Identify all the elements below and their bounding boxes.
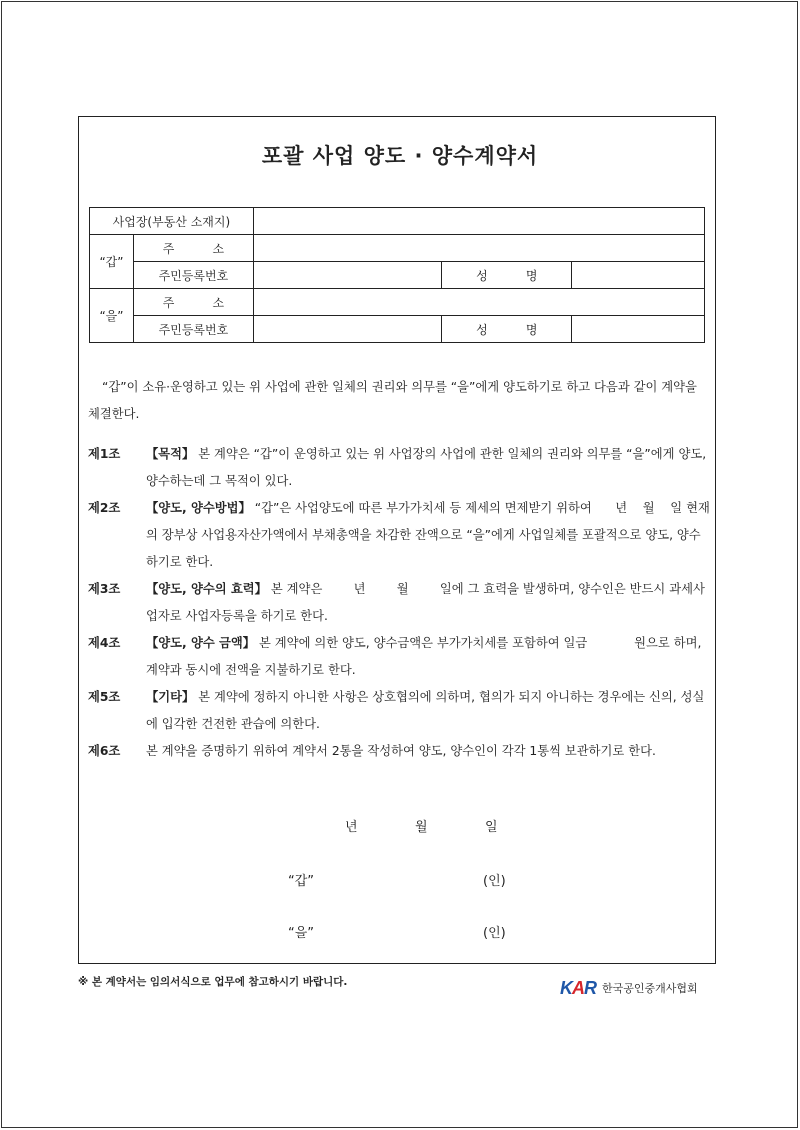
party-b-id-label: 주민등록번호 <box>133 316 253 343</box>
article-heading: 【양도, 양수의 효력】 <box>146 582 267 596</box>
article-3 <box>88 576 712 630</box>
signature-party-b-label: “을” <box>288 926 315 941</box>
article-text: 본 계약은 “갑”이 운영하고 있는 위 사업장의 사업에 관한 일체의 권리와 의무를 “을”에게 양도, 양수하는데 그 목적이 있다. <box>146 447 707 488</box>
signature-party-a-label: “갑” <box>288 874 315 889</box>
intro-paragraph: “갑”이 소유·운영하고 있는 위 사업에 관한 일체의 권리와 의무를 “을”에게 양도하기로 하고 다음과 같이 계약을 체결한다. <box>88 380 697 421</box>
date-year: 년 <box>345 820 358 835</box>
article-6 <box>88 738 712 765</box>
party-a-label: “갑” <box>90 235 134 289</box>
site-label: 사업장(부동산 소재지) <box>90 208 254 235</box>
party-a-address-row <box>90 235 705 262</box>
party-a-address-label: 주 소 <box>133 235 253 262</box>
party-b-label: “을” <box>90 289 134 343</box>
party-a-address-field[interactable] <box>253 235 704 262</box>
article-text: 본 계약에 정하지 아니한 사항은 상호협의에 의하며, 협의가 되지 아니하는 경우에는 신의, 성실에 입각한 건전한 관습에 의한다. <box>146 690 705 731</box>
site-field[interactable] <box>253 208 704 235</box>
article-number: 제4조 <box>88 636 121 650</box>
party-b-address-field[interactable] <box>253 289 704 316</box>
article-text: 본 계약을 증명하기 위하여 계약서 2통을 작성하여 양도, 양수인이 각각 1통씩 보관하기로 한다. <box>146 744 656 758</box>
kar-logo-icon: KAR <box>560 977 596 998</box>
article-text: 본 계약은 년 월 일에 그 효력을 발생하며, 양수인은 반드시 과세사업자로 사업자등록을 하기로 한다. <box>146 582 705 623</box>
article-text: 본 계약에 의한 양도, 양수금액은 부가가치세를 포함하여 일금 원으로 하며, 계약과 동시에 전액을 지불하기로 한다. <box>146 636 706 677</box>
party-b-name-label: 성 명 <box>442 316 572 343</box>
article-number: 제3조 <box>88 582 121 596</box>
article-heading: 【양도, 양수 금액】 <box>146 636 256 650</box>
articles-list <box>88 441 712 765</box>
party-b-address-row <box>90 289 705 316</box>
signature-party-a-seal[interactable]: (인) <box>483 874 506 889</box>
party-b-name-field[interactable] <box>572 316 705 343</box>
party-info-table <box>89 207 705 343</box>
party-b-address-label: 주 소 <box>133 289 253 316</box>
party-a-id-field[interactable] <box>253 262 442 289</box>
association-logo <box>560 975 698 1001</box>
party-a-name-field[interactable] <box>572 262 705 289</box>
date-day: 일 <box>485 820 498 835</box>
document-title: 포괄 사업 양도 · 양수계약서 <box>261 144 539 168</box>
article-text: “갑”은 사업양도에 따른 부가가치세 등 제세의 면제받기 위하여 년 월 일 현재의 장부상 사업용자산가액에서 부채총액을 차감한 잔액으로 “을”에게 사업일체를 포괄적으로 양도, 양수하기로 한다. <box>146 501 710 569</box>
article-heading: 【목적】 <box>146 447 195 461</box>
party-a-id-row <box>90 262 705 289</box>
article-number: 제6조 <box>88 744 121 758</box>
article-heading: 【기타】 <box>146 690 195 704</box>
logo-text: 한국공인중개사협회 <box>602 982 698 995</box>
article-5 <box>88 684 712 738</box>
signature-party-b-seal[interactable]: (인) <box>483 926 506 941</box>
party-a-name-label: 성 명 <box>442 262 572 289</box>
party-b-id-row <box>90 316 705 343</box>
article-1 <box>88 441 712 495</box>
article-number: 제2조 <box>88 501 121 515</box>
party-a-id-label: 주민등록번호 <box>133 262 253 289</box>
article-number: 제5조 <box>88 690 121 704</box>
party-b-id-field[interactable] <box>253 316 442 343</box>
article-number: 제1조 <box>88 447 121 461</box>
date-month: 월 <box>415 820 428 835</box>
article-4 <box>88 630 712 684</box>
footnote: ※ 본 계약서는 임의서식으로 업무에 참고하시기 바랍니다. <box>78 976 348 988</box>
site-row <box>90 208 705 235</box>
article-heading: 【양도, 양수방법】 <box>146 501 251 515</box>
article-2 <box>88 495 712 576</box>
